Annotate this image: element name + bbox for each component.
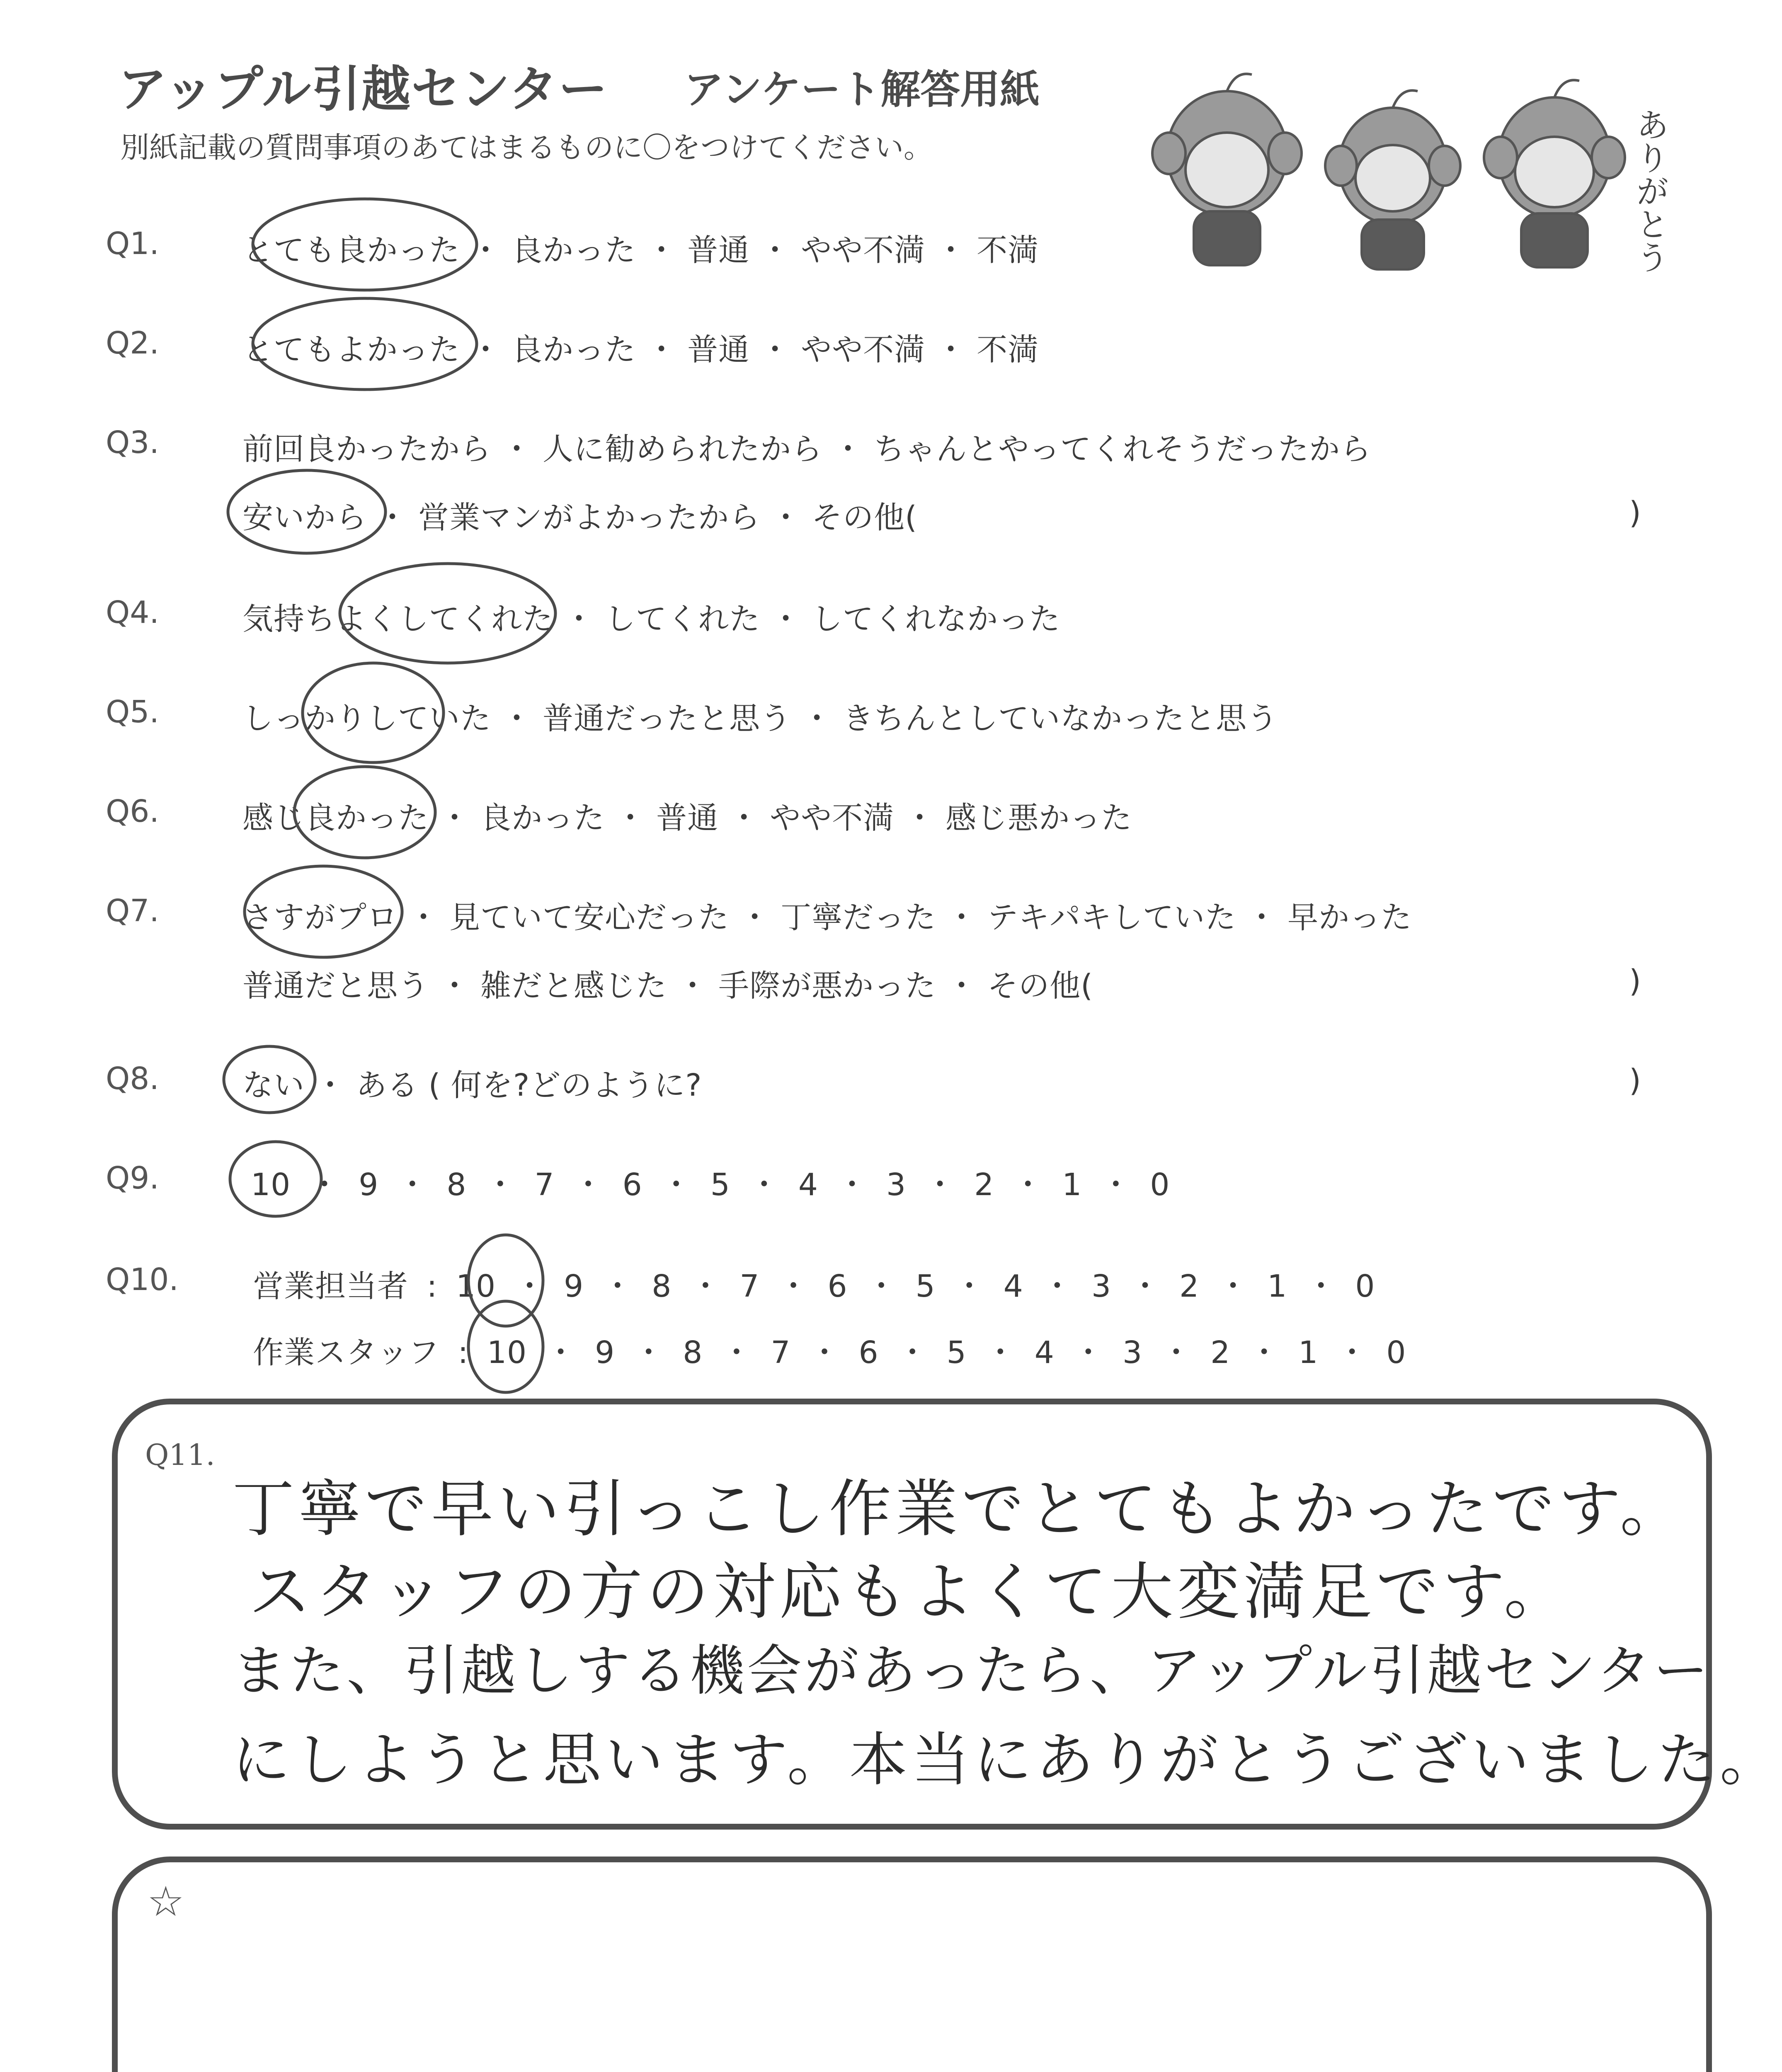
q11-comment-line2: スタッフの方の対応もよくて大変満足です。 xyxy=(249,1556,1571,1628)
q6-options[interactable]: 感じ良かった ・ 良かった ・ 普通 ・ やや不満 ・ 感じ悪かった xyxy=(242,800,1132,836)
q11-comment-line4: にしようと思います。本当にありがとうございました。 xyxy=(232,1726,1782,1794)
star-comment-box xyxy=(112,1857,1712,2072)
q6-label: Q6. xyxy=(106,794,159,829)
q5-circle-mark xyxy=(303,663,444,762)
form-subtitle: アンケート解答用紙 xyxy=(684,66,1040,113)
q6-circle-mark xyxy=(294,767,435,858)
instruction-text: 別紙記載の質問事項のあてはまるものに〇をつけてください。 xyxy=(120,131,933,165)
q7-label: Q7. xyxy=(106,893,159,929)
q1-circle-mark xyxy=(253,199,477,290)
q7-circle-mark xyxy=(245,866,402,957)
q3-circle-mark xyxy=(228,470,385,553)
q1-options[interactable]: とても良かった ・ 良かった ・ 普通 ・ やや不満 ・ 不満 xyxy=(242,232,1039,268)
q10-staff-options[interactable]: 作業スタッフ : 10 ・ 9 ・ 8 ・ 7 ・ 6 ・ 5 ・ 4 ・ 3 ・ 2 ・ 1 ・ 0 xyxy=(253,1335,1406,1370)
q7-options-line1[interactable]: さすがプロ ・ 見ていて安心だった ・ 丁寧だった ・ テキパキしていた ・ 早かった xyxy=(242,900,1412,935)
q10-sales-options[interactable]: 営業担当者 : 10 ・ 9 ・ 8 ・ 7 ・ 6 ・ 5 ・ 4 ・ 3 ・ 2 ・ 1 ・ 0 xyxy=(253,1268,1375,1304)
q3-options-line2[interactable]: 安いから ・ 営業マンがよかったから ・ その他( xyxy=(242,500,917,535)
q11-comment-line1: 丁寧で早い引っこし作業でとてもよかったです。 xyxy=(232,1473,1687,1545)
star-icon: ☆ xyxy=(147,1877,184,1926)
q1-label: Q1. xyxy=(106,226,159,261)
q5-options[interactable]: しっかりしていた ・ 普通だったと思う ・ きちんとしていなかったと思う xyxy=(242,701,1278,736)
q9-circle-mark xyxy=(230,1142,321,1216)
q8-circle-mark xyxy=(224,1046,315,1113)
q4-circle-mark xyxy=(340,564,555,663)
q3-options-line1[interactable]: 前回良かったから ・ 人に勧められたから ・ ちゃんとやってくれそうだったから xyxy=(242,431,1372,467)
q2-options[interactable]: とてもよかった ・ 良かった ・ 普通 ・ やや不満 ・ 不満 xyxy=(242,332,1039,368)
q3-label: Q3. xyxy=(106,425,159,460)
q10-staff-circle-mark xyxy=(468,1301,543,1392)
q8-close-paren: ) xyxy=(1629,1063,1641,1099)
q4-options[interactable]: 気持ちよくしてくれた ・ してくれた ・ してくれなかった xyxy=(242,601,1061,637)
q9-options[interactable]: 10 ・ 9 ・ 8 ・ 7 ・ 6 ・ 5 ・ 4 ・ 3 ・ 2 ・ 1 ・ 0 xyxy=(251,1167,1170,1203)
mascot-caption: ありがとう xyxy=(1630,108,1669,274)
q11-comment-line3: また、引越しする機会があったら、アップル引越センター xyxy=(232,1639,1711,1703)
q3-close-paren: ) xyxy=(1629,495,1641,531)
q8-options[interactable]: ない ・ ある ( 何を?どのように? xyxy=(242,1067,702,1103)
q2-circle-mark xyxy=(253,298,477,390)
q11-label: Q11. xyxy=(145,1438,215,1472)
q9-label: Q9. xyxy=(106,1160,159,1196)
q4-label: Q4. xyxy=(106,595,159,630)
form-title: アップル引越センター xyxy=(118,61,609,118)
q7-close-paren: ) xyxy=(1629,963,1641,999)
q10-label: Q10. xyxy=(106,1262,179,1297)
q7-options-line2[interactable]: 普通だと思う ・ 雑だと感じた ・ 手際が悪かった ・ その他( xyxy=(242,968,1093,1004)
q5-label: Q5. xyxy=(106,694,159,730)
q8-label: Q8. xyxy=(106,1061,159,1097)
q2-label: Q2. xyxy=(106,325,159,361)
